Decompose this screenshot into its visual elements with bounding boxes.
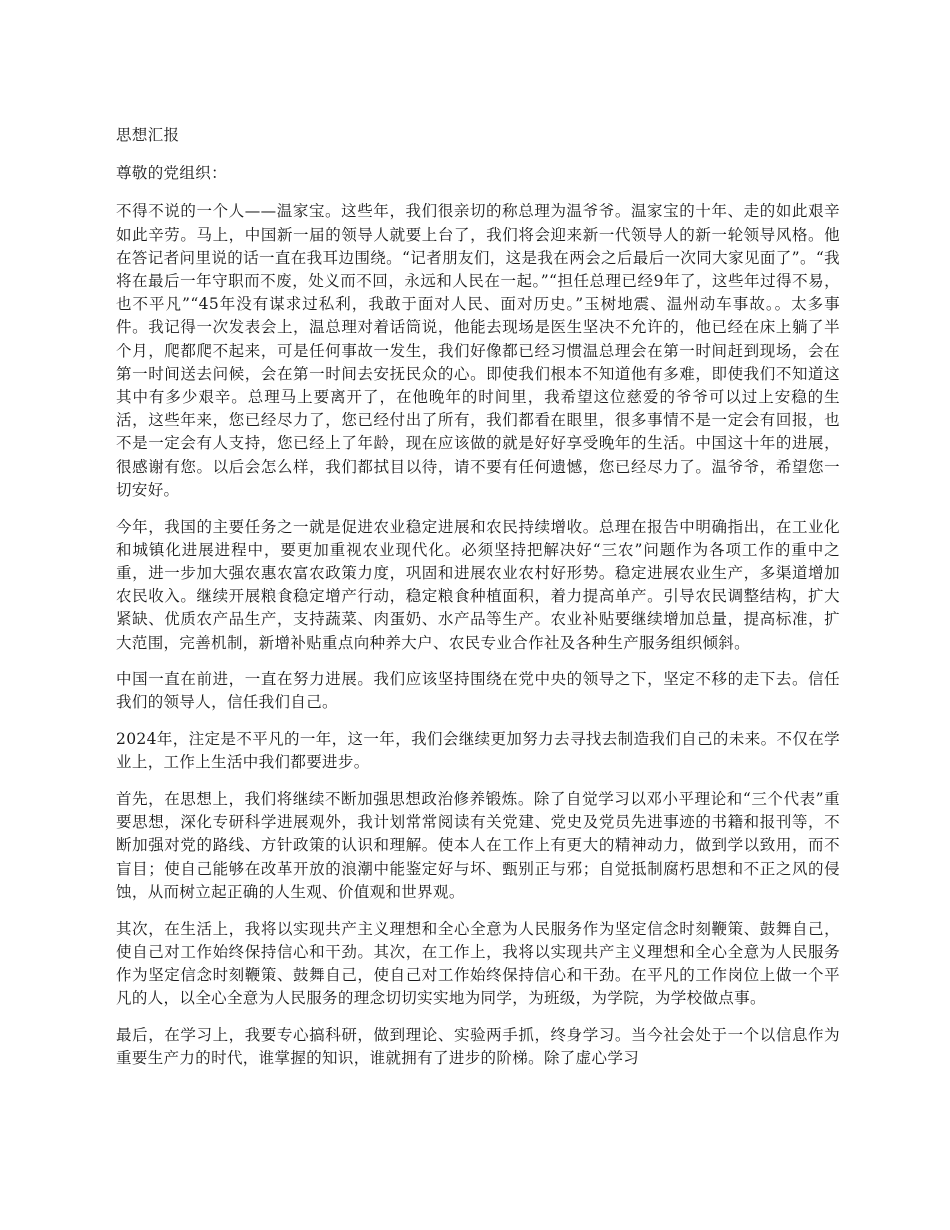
paragraph-study: 最后，在学习上，我要专心搞科研，做到理论、实验两手抓，终身学习。当今社会处于一个以信息作为重要生产力的时代，谁掌握的知识，谁就拥有了进步的阶梯。除了虚心学习 <box>116 1025 840 1068</box>
paragraph-progress: 中国一直在前进，一直在努力进展。我们应该坚持围绕在党中央的领导之下，坚定不移的走下去。信任我们的领导人，信任我们自己。 <box>116 670 840 712</box>
document-title: 思想汇报 <box>116 126 180 144</box>
paragraph-premier: 不得不说的一个人——温家宝。这些年，我们很亲切的称总理为温爷爷。温家宝的十年、走的如此艰辛如此辛劳。马上，中国新一届的领导人就要上台了，我们将会迎来新一代领导人的新一轮领导风格。他在答记者问里说的话一直在我耳边围绕。“记者朋友们，这是我在两会之后最后一次同大家见面了”。“我将在最后一年守职而不废，处义而不回，永远和人民在一起。”“担任总理已经9年了，这些年过得不易，也不平凡”“45年没有谋求过私利，我敢于面对人民、面对历史。”玉树地震、温州动车事故。。太多事件。我记得一次发表会上，温总理对着话筒说，他能去现场是医生坚决不允许的，他已经在床上躺了半个月，爬都爬不起来，可是任何事故一发生，我们好像都已经习惯温总理会在第一时间赶到现场，会在第一时间送去问候，会在第一时间去安抚民众的心。即使我们根本不知道他有多难，即使我们不知道这其中有多少艰辛。总理马上要离开了，在他晚年的时间里，我希望这位慈爱的爷爷可以过上安稳的生活，这些年来，您已经尽力了，您已经付出了所有，我们都看在眼里，很多事情不是一定会有回报，也不是一定会有人支持，您已经上了年龄，现在应该做的就是好好享受晚年的生活。中国这十年的进展，很感谢有您。以后会怎么样，我们都拭目以待，请不要有任何遗憾，您已经尽力了。温爷爷，希望您一切安好。 <box>116 202 840 499</box>
paragraph-agriculture: 今年，我国的主要任务之一就是促进农业稳定进展和农民持续增收。总理在报告中明确指出，在工业化和城镇化进展进程中，要更加重视农业现代化。必须坚持把解决好“三农”问题作为各项工作的重中之重，进一步加大强农惠农富农政策力度，巩固和进展农业农村好形势。稳定进展农业生产，多渠道增加农民收入。继续开展粮食稳定增产行动，稳定粮食种植面积，着力提高单产。引导农民调整结构，扩大紧缺、优质农产品生产，支持蔬菜、肉蛋奶、水产品等生产。农业补贴要继续增加总量，提高标准，扩大范围，完善机制，新增补贴重点向种养大户、农民专业合作社及各种生产服务组织倾斜。 <box>116 517 840 652</box>
document-greeting: 尊敬的党组织： <box>116 164 227 183</box>
paragraph-year-goals: 2024年，注定是不平凡的一年，这一年，我们会继续更加努力去寻找去制造我们自己的未来。不仅在学业上，工作上生活中我们都要进步。 <box>116 730 840 772</box>
paragraph-life-work: 其次，在生活上，我将以实现共产主义理想和全心全意为人民服务作为坚定信念时刻鞭策、鼓舞自己，使自己对工作始终保持信心和干劲。其次，在工作上，我将以实现共产主义理想和全心全意为人民服务作为坚定信念时刻鞭策、鼓舞自己，使自己对工作始终保持信心和干劲。在平凡的工作岗位上做一个平凡的人，以全心全意为人民服务的理念切切实实地为同学，为班级，为学院，为学校做点事。 <box>116 919 840 1008</box>
document-page <box>116 124 840 1084</box>
paragraph-thought: 首先，在思想上，我们将继续不断加强思想政治修养锻炼。除了自觉学习以邓小平理论和“三个代表”重要思想，深化专研科学进展观外，我计划常常阅读有关党建、党史及党员先进事迹的书籍和报刊等，不断加强对党的路线、方针政策的认识和理解。使本人在工作上有更大的精神动力，做到学以致用，而不盲目；使自己能够在改革开放的浪潮中能鉴定好与坏、甄别正与邪；自觉抵制腐朽思想和不正之风的侵蚀，从而树立起正确的人生观、价值观和世界观。 <box>116 790 840 901</box>
